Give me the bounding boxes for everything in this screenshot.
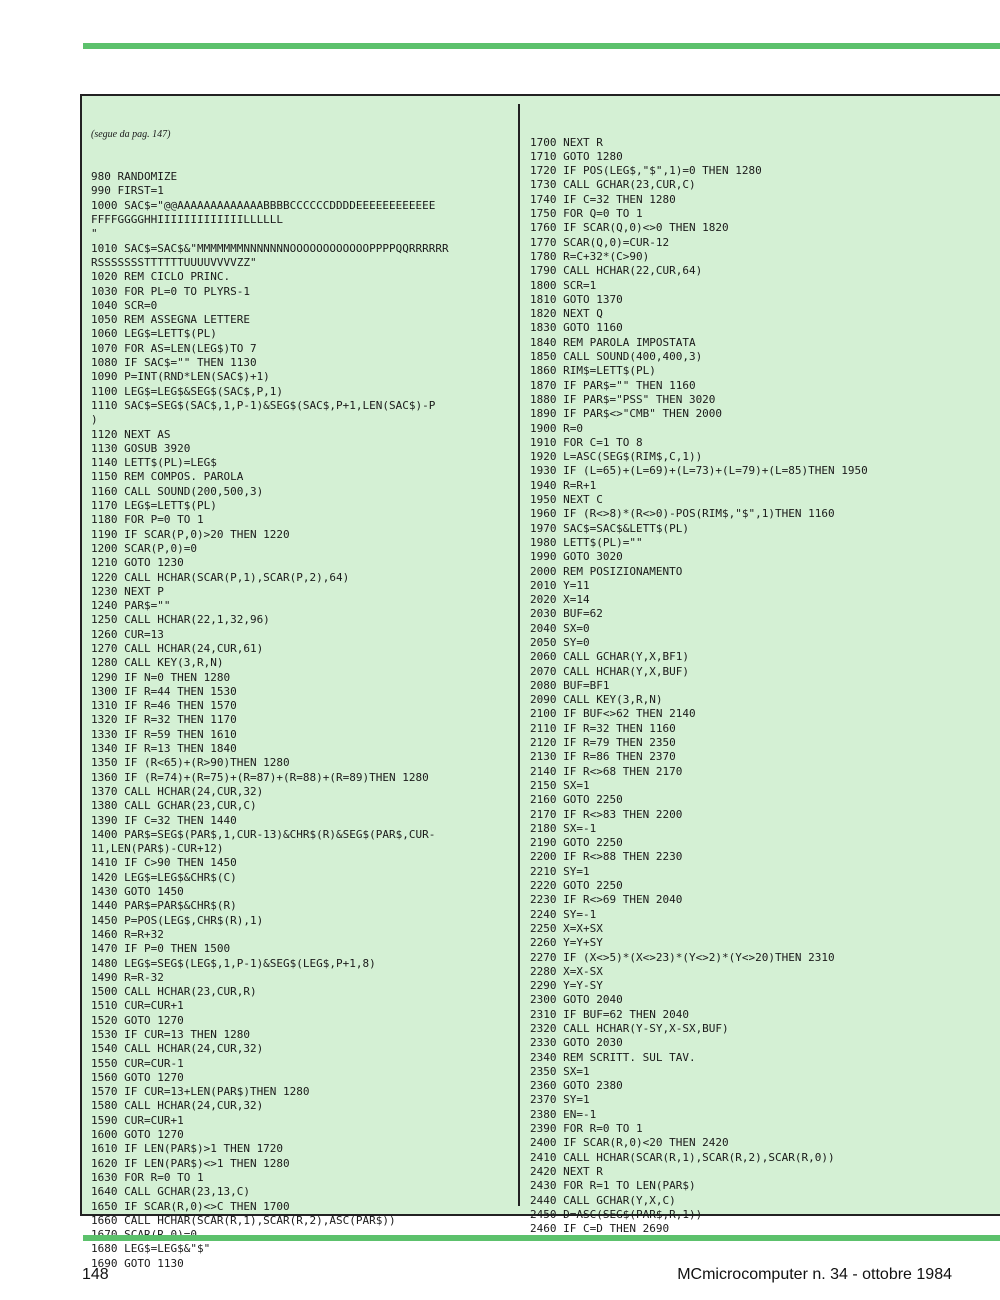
code-line: 990 FIRST=1 [91, 184, 164, 198]
code-line: 1330 IF R=59 THEN 1610 [91, 727, 237, 741]
code-line: 2290 Y=Y-SY [530, 979, 603, 993]
code-line: 2120 IF R=79 THEN 2350 [530, 736, 676, 750]
code-line: 1090 P=INT(RND*LEN(SAC$)+1) [91, 370, 270, 384]
code-line: 2140 IF R<>68 THEN 2170 [530, 764, 683, 778]
code-line: 2030 BUF=62 [530, 607, 603, 621]
code-line: 1690 GOTO 1130 [91, 1256, 184, 1270]
code-line: 1740 IF C=32 THEN 1280 [530, 192, 676, 206]
code-line: 2070 CALL HCHAR(Y,X,BUF) [530, 664, 689, 678]
code-line: 1810 GOTO 1370 [530, 292, 623, 306]
code-line: 1200 SCAR(P,0)=0 [91, 541, 197, 555]
code-line: " [91, 227, 98, 241]
code-line: 1190 IF SCAR(P,0)>20 THEN 1220 [91, 527, 290, 541]
code-line: 2440 CALL GCHAR(Y,X,C) [530, 1193, 676, 1207]
code-line: 1230 NEXT P [91, 584, 164, 598]
code-line: 1830 GOTO 1160 [530, 321, 623, 335]
code-line: 980 RANDOMIZE [91, 170, 178, 184]
code-line: 1300 IF R=44 THEN 1530 [91, 684, 237, 698]
code-line: 2390 FOR R=0 TO 1 [530, 1122, 643, 1136]
code-line: 1730 CALL GCHAR(23,CUR,C) [530, 178, 696, 192]
code-line: 1480 LEG$=SEG$(LEG$,1,P-1)&SEG$(LEG$,P+1,8) [91, 956, 376, 970]
code-line: 1860 RIM$=LETT$(PL) [530, 364, 656, 378]
code-line: 1580 CALL HCHAR(24,CUR,32) [91, 1099, 264, 1113]
code-line: 2340 REM SCRITT. SUL TAV. [530, 1050, 696, 1064]
code-line: 2080 BUF=BF1 [530, 678, 610, 692]
code-line: 1210 GOTO 1230 [91, 556, 184, 570]
code-line: 1980 LETT$(PL)="" [530, 535, 643, 549]
listing-left-column [91, 100, 511, 1300]
code-line: 1910 FOR C=1 TO 8 [530, 435, 643, 449]
code-line: 1070 FOR AS=LEN(LEG$)TO 7 [91, 341, 257, 355]
code-line: 1590 CUR=CUR+1 [91, 1113, 184, 1127]
code-line: 1880 IF PAR$="PSS" THEN 3020 [530, 392, 716, 406]
listing-right-column [530, 107, 995, 1265]
right-code-lines [530, 136, 995, 1237]
code-line: 1040 SCR=0 [91, 298, 158, 312]
code-line: 1770 SCAR(Q,0)=CUR-12 [530, 235, 670, 249]
code-line: 1680 LEG$=LEG$&"$" [91, 1242, 211, 1256]
code-line: 1400 PAR$=SEG$(PAR$,1,CUR-13)&CHR$(R)&SEG$(PAR$,CUR- [91, 827, 436, 841]
code-line: 1000 SAC$="@@AAAAAAAAAAAAABBBBCCCCCCDDDDEEEEEEEEEEEE [91, 198, 436, 212]
code-line: 1920 L=ASC(SEG$(RIM$,C,1)) [530, 450, 703, 464]
code-line: 1060 LEG$=LETT$(PL) [91, 327, 217, 341]
code-line: 1500 CALL HCHAR(23,CUR,R) [91, 985, 257, 999]
code-line: 2180 SX=-1 [530, 821, 597, 835]
code-line: 1240 PAR$="" [91, 599, 171, 613]
code-line: 2280 X=X-SX [530, 964, 603, 978]
code-line: 1620 IF LEN(PAR$)<>1 THEN 1280 [91, 1156, 290, 1170]
code-line: 2000 REM POSIZIONAMENTO [530, 564, 683, 578]
code-line: 1720 IF POS(LEG$,"$",1)=0 THEN 1280 [530, 164, 762, 178]
code-line: 1420 LEG$=LEG$&CHR$(C) [91, 870, 237, 884]
code-line: 1510 CUR=CUR+1 [91, 999, 184, 1013]
code-line: 2090 CALL KEY(3,R,N) [530, 693, 663, 707]
code-line: 1840 REM PAROLA IMPOSTATA [530, 335, 696, 349]
code-line: 2410 CALL HCHAR(SCAR(R,1),SCAR(R,2),SCAR(R,0)) [530, 1150, 835, 1164]
code-line: 1160 CALL SOUND(200,500,3) [91, 484, 264, 498]
code-line: 1610 IF LEN(PAR$)>1 THEN 1720 [91, 1142, 284, 1156]
code-line: 2010 Y=11 [530, 578, 590, 592]
code-line: 1260 CUR=13 [91, 627, 164, 641]
code-line: 1660 CALL HCHAR(SCAR(R,1),SCAR(R,2),ASC(PAR$)) [91, 1213, 396, 1227]
code-line: 2190 GOTO 2250 [530, 836, 623, 850]
code-line: 1640 CALL GCHAR(23,13,C) [91, 1185, 250, 1199]
code-line: 1710 GOTO 1280 [530, 149, 623, 163]
code-line: 1270 CALL HCHAR(24,CUR,61) [91, 641, 264, 655]
code-line: 1530 IF CUR=13 THEN 1280 [91, 1028, 250, 1041]
code-line: 1780 R=C+32*(C>90) [530, 249, 650, 263]
code-line: 1550 CUR=CUR-1 [91, 1056, 184, 1070]
code-line: 2320 CALL HCHAR(Y-SY,X-SX,BUF) [530, 1022, 729, 1035]
left-code-lines [91, 170, 511, 1271]
code-line: 1600 GOTO 1270 [91, 1128, 184, 1142]
code-line: 1990 GOTO 3020 [530, 550, 623, 564]
code-line: 1370 CALL HCHAR(24,CUR,32) [91, 784, 264, 798]
code-line: 1560 GOTO 1270 [91, 1070, 184, 1084]
code-line: 1460 R=R+32 [91, 927, 164, 941]
code-line: 1010 SAC$=SAC$&"MMMMMMMNNNNNNNOOOOOOOOOOOOPPPPQQRRRRRR [91, 241, 449, 255]
code-line: 2360 GOTO 2380 [530, 1079, 623, 1093]
code-line: FFFFGGGGHHIIIIIIIIIIIIILLLLLL [91, 213, 284, 227]
code-line: 1430 GOTO 1450 [91, 885, 184, 899]
code-line: 2040 SX=0 [530, 621, 590, 635]
code-line: 1890 IF PAR$<>"CMB" THEN 2000 [530, 407, 723, 421]
code-line: ) [91, 413, 98, 427]
code-line: 1380 CALL GCHAR(23,CUR,C) [91, 799, 257, 813]
code-line: 1100 LEG$=LEG$&SEG$(SAC$,P,1) [91, 384, 284, 398]
code-line: 1960 IF (R<>8)*(R<>0)-POS(RIM$,"$",1)THEN 1160 [530, 507, 835, 521]
code-line: 2310 IF BUF=62 THEN 2040 [530, 1007, 689, 1021]
code-line: 1750 FOR Q=0 TO 1 [530, 207, 643, 221]
code-line: 2260 Y=Y+SY [530, 936, 603, 950]
code-line: 1540 CALL HCHAR(24,CUR,32) [91, 1042, 264, 1056]
code-line: 2200 IF R<>88 THEN 2230 [530, 850, 683, 864]
code-line: 1180 FOR P=0 TO 1 [91, 513, 204, 527]
code-line: 1650 IF SCAR(R,0)<>C THEN 1700 [91, 1199, 290, 1213]
code-line: 2370 SY=1 [530, 1093, 590, 1107]
code-line: 1800 SCR=1 [530, 278, 597, 292]
code-line: 1120 NEXT AS [91, 427, 171, 441]
code-line: 2130 IF R=86 THEN 2370 [530, 750, 676, 764]
code-line: 2220 GOTO 2250 [530, 879, 623, 893]
code-line: 2460 IF C=D THEN 2690 [530, 1222, 670, 1236]
code-line: 1850 CALL SOUND(400,400,3) [530, 350, 703, 364]
code-line: 1790 CALL HCHAR(22,CUR,64) [530, 264, 703, 278]
code-line: 1940 R=R+1 [530, 478, 597, 492]
code-line: 2020 X=14 [530, 593, 590, 607]
column-divider [518, 104, 520, 1206]
code-line: 1930 IF (L=65)+(L=69)+(L=73)+(L=79)+(L=85)THEN 1950 [530, 464, 868, 478]
code-line: 1280 CALL KEY(3,R,N) [91, 656, 224, 670]
code-line: 1310 IF R=46 THEN 1570 [91, 699, 237, 713]
code-line: 1520 GOTO 1270 [91, 1013, 184, 1027]
code-line: 2230 IF R<>69 THEN 2040 [530, 893, 683, 907]
code-line: 2050 SY=0 [530, 635, 590, 649]
code-line: 2250 X=X+SX [530, 921, 603, 935]
code-line: 2150 SX=1 [530, 778, 590, 792]
code-line: 2240 SY=-1 [530, 907, 597, 921]
code-line: 2100 IF BUF<>62 THEN 2140 [530, 707, 696, 721]
code-line: 1340 IF R=13 THEN 1840 [91, 742, 237, 756]
continued-note: (segue da pag. 147) [91, 128, 171, 140]
code-line: 1630 FOR R=0 TO 1 [91, 1170, 204, 1184]
code-line: 1440 PAR$=PAR$&CHR$(R) [91, 899, 237, 913]
code-line: 1080 IF SAC$="" THEN 1130 [91, 356, 257, 370]
page-number: 148 [82, 1266, 109, 1283]
top-rule [83, 43, 1000, 49]
bottom-rule [83, 1235, 1000, 1241]
code-line: 1320 IF R=32 THEN 1170 [91, 713, 237, 727]
code-line: 1250 CALL HCHAR(22,1,32,96) [91, 613, 270, 627]
code-line: 11,LEN(PAR$)-CUR+12) [91, 842, 224, 856]
code-line: 1350 IF (R<65)+(R>90)THEN 1280 [91, 756, 290, 770]
code-line: 1050 REM ASSEGNA LETTERE [91, 313, 250, 327]
code-line: 1360 IF (R=74)+(R=75)+(R=87)+(R=88)+(R=89)THEN 1280 [91, 770, 429, 784]
code-line: 1490 R=R-32 [91, 970, 164, 984]
code-line: 1150 REM COMPOS. PAROLA [91, 470, 244, 484]
code-line: 2210 SY=1 [530, 864, 590, 878]
code-line: 2110 IF R=32 THEN 1160 [530, 721, 676, 735]
code-line: 1390 IF C=32 THEN 1440 [91, 813, 237, 827]
code-line: 1950 NEXT C [530, 493, 603, 507]
program-listing [80, 94, 1000, 1270]
code-line: 2170 IF R<>83 THEN 2200 [530, 807, 683, 821]
code-line: 1450 P=POS(LEG$,CHR$(R),1) [91, 913, 264, 927]
code-line: 2380 EN=-1 [530, 1107, 597, 1121]
code-line: 1760 IF SCAR(Q,0)<>0 THEN 1820 [530, 221, 729, 235]
code-line: 2300 GOTO 2040 [530, 993, 623, 1007]
code-line: 2450 D=ASC(SEG$(PAR$,R,1)) [530, 1207, 703, 1221]
code-line: 2430 FOR R=1 TO LEN(PAR$) [530, 1179, 696, 1193]
code-line: 2060 CALL GCHAR(Y,X,BF1) [530, 650, 689, 664]
code-line: RSSSSSSSTTTTTTUUUUVVVVZZ" [91, 255, 257, 269]
code-line: 1410 IF C>90 THEN 1450 [91, 856, 237, 870]
code-line: 1030 FOR PL=0 TO PLYRS-1 [91, 284, 250, 298]
code-line: 1870 IF PAR$="" THEN 1160 [530, 378, 696, 392]
code-line: 2420 NEXT R [530, 1164, 603, 1178]
code-line: 2400 IF SCAR(R,0)<20 THEN 2420 [530, 1136, 729, 1150]
code-line: 1290 IF N=0 THEN 1280 [91, 670, 231, 684]
code-line: 1130 GOSUB 3920 [91, 441, 191, 455]
code-line: 1820 NEXT Q [530, 307, 603, 321]
code-line: 1110 SAC$=SEG$(SAC$,1,P-1)&SEG$(SAC$,P+1,LEN(SAC$)-P [91, 398, 436, 412]
code-line: 1170 LEG$=LETT$(PL) [91, 499, 217, 513]
code-line: 1020 REM CICLO PRINC. [91, 270, 231, 284]
code-line: 1970 SAC$=SAC$&LETT$(PL) [530, 521, 689, 535]
code-line: 1700 NEXT R [530, 135, 603, 149]
code-line: 2350 SX=1 [530, 1064, 590, 1078]
code-line: 1900 R=0 [530, 421, 583, 435]
code-line: 2160 GOTO 2250 [530, 793, 623, 807]
code-line: 2330 GOTO 2030 [530, 1036, 623, 1050]
code-line: 1570 IF CUR=13+LEN(PAR$)THEN 1280 [91, 1085, 310, 1099]
code-line: 1470 IF P=0 THEN 1500 [91, 942, 231, 956]
code-line: 2270 IF (X<>5)*(X<>23)*(Y<>2)*(Y<>20)THEN 2310 [530, 950, 835, 964]
code-line: 1220 CALL HCHAR(SCAR(P,1),SCAR(P,2),64) [91, 570, 350, 584]
magazine-footer: MCmicrocomputer n. 34 - ottobre 1984 [677, 1266, 952, 1283]
code-line: 1140 LETT$(PL)=LEG$ [91, 456, 217, 470]
